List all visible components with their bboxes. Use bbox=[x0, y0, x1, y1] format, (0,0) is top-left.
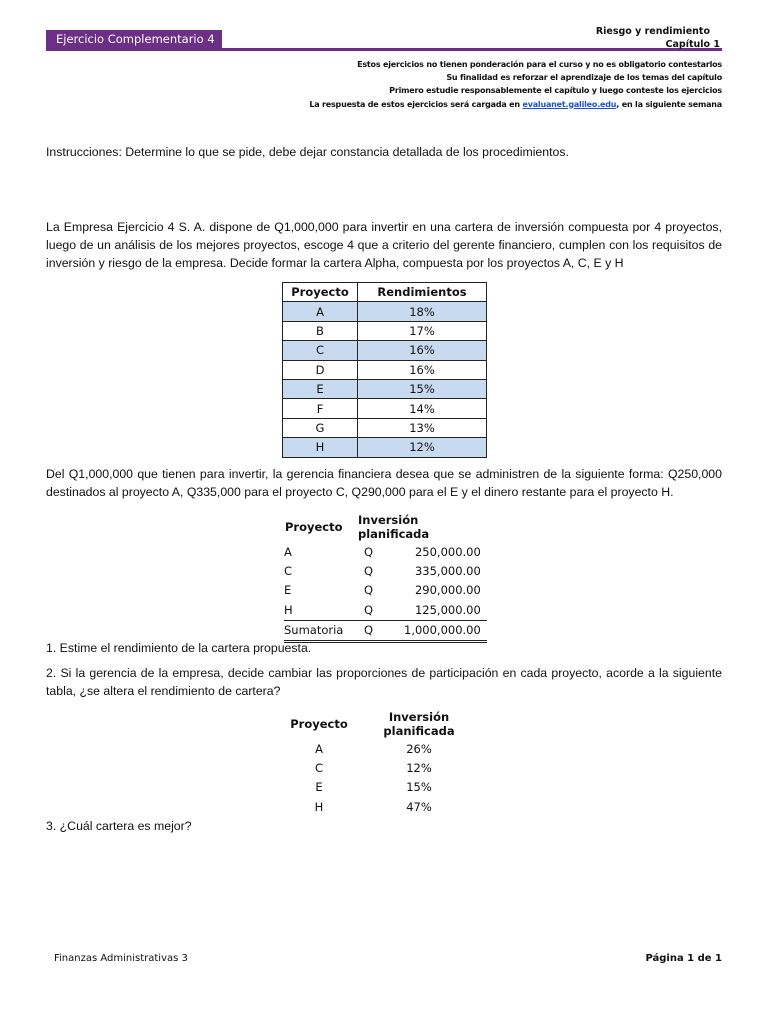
cell-return: 15% bbox=[358, 379, 487, 398]
chapter-label: Capítulo 1 bbox=[665, 39, 720, 50]
table-row bbox=[284, 542, 487, 561]
table-row bbox=[284, 739, 484, 758]
header-notes bbox=[309, 58, 722, 111]
table-row bbox=[283, 399, 487, 418]
cell-project: F bbox=[283, 399, 358, 418]
footer-page-number: Página 1 de 1 bbox=[645, 953, 722, 964]
cell-amount: 335,000.00 bbox=[414, 564, 481, 579]
investment-table bbox=[284, 512, 487, 643]
cell-return: 13% bbox=[358, 418, 487, 437]
cell-project: A bbox=[283, 302, 358, 321]
cell-project: E bbox=[283, 379, 358, 398]
question-3: 3. ¿Cuál cartera es mejor? bbox=[46, 819, 192, 833]
cell-project: C bbox=[314, 761, 324, 776]
investment-header-project: Proyecto bbox=[285, 520, 343, 534]
cell-percent: 47% bbox=[406, 799, 432, 814]
table-row bbox=[284, 758, 484, 777]
proportions-table bbox=[284, 709, 484, 817]
cell-amount: 125,000.00 bbox=[414, 602, 481, 617]
cell-return: 17% bbox=[358, 321, 487, 340]
table-row bbox=[283, 321, 487, 340]
note-line-4-pre: La respuesta de estos ejercicios será cargada en bbox=[309, 99, 523, 109]
allocation-paragraph: Del Q1,000,000 que tienen para invertir, la gerencia financiera desea que se administren de la siguiente forma: Q250,000 destinados al proyecto A, Q335,000 para el proyecto C, Q290,000 para el E y el dinero restante para el proyecto H. bbox=[46, 467, 722, 499]
table-row bbox=[283, 341, 487, 360]
cell-project: E bbox=[315, 780, 323, 795]
returns-header-project: Proyecto bbox=[283, 283, 358, 302]
cell-percent: 12% bbox=[406, 761, 432, 776]
investment-header-amount: Inversión planificada bbox=[358, 513, 430, 541]
table-row bbox=[284, 797, 484, 816]
note-line-4-post: , en la siguiente semana bbox=[616, 99, 722, 109]
footer-course: Finanzas Administrativas 3 bbox=[54, 953, 188, 964]
evaluanet-link[interactable]: evaluanet.galileo.edu bbox=[522, 99, 617, 109]
cell-currency: Q bbox=[364, 602, 374, 617]
question-1: 1. Estime el rendimiento de la cartera propuesta. bbox=[46, 641, 312, 655]
cell-project: B bbox=[283, 321, 358, 340]
returns-header-returns: Rendimientos bbox=[358, 283, 487, 302]
note-line-1: Estos ejercicios no tienen ponderación para el curso y no es obligatorio contestarlos bbox=[357, 60, 722, 69]
table-row bbox=[284, 561, 487, 580]
cell-project: A bbox=[315, 741, 323, 756]
cell-amount: 290,000.00 bbox=[414, 583, 481, 598]
total-label: Sumatoria bbox=[284, 620, 358, 641]
header-right bbox=[596, 25, 720, 51]
cell-return: 16% bbox=[358, 341, 487, 360]
cell-project: H bbox=[284, 602, 293, 617]
returns-table bbox=[282, 282, 487, 458]
table-row bbox=[283, 418, 487, 437]
exercise-badge: Ejercicio Complementario 4 bbox=[46, 30, 222, 48]
cell-percent: 15% bbox=[406, 780, 432, 795]
note-line-4 bbox=[309, 98, 722, 111]
cell-percent: 26% bbox=[406, 741, 432, 756]
table-row bbox=[284, 778, 484, 797]
cell-project: H bbox=[314, 799, 324, 814]
cell-currency: Q bbox=[364, 583, 374, 598]
cell-project: C bbox=[284, 564, 293, 579]
total-currency: Q bbox=[358, 620, 404, 641]
table-row bbox=[283, 379, 487, 398]
cell-project: A bbox=[284, 544, 292, 559]
table-row bbox=[283, 302, 487, 321]
cell-project: D bbox=[283, 360, 358, 379]
total-amount: 1,000,000.00 bbox=[404, 620, 487, 641]
cell-amount: 250,000.00 bbox=[414, 544, 481, 559]
table-row bbox=[283, 438, 487, 457]
topic-title: Riesgo y rendimiento bbox=[595, 26, 710, 37]
cell-project: G bbox=[283, 418, 358, 437]
cell-return: 14% bbox=[358, 399, 487, 418]
cell-currency: Q bbox=[364, 544, 374, 559]
proportions-header-project: Proyecto bbox=[290, 717, 348, 731]
question-2: 2. Si la gerencia de la empresa, decide cambiar las proporciones de participación en cada proyecto, acorde a la siguiente tabla, ¿se altera el rendimiento de cartera? bbox=[46, 666, 722, 698]
table-row bbox=[284, 600, 487, 620]
cell-return: 12% bbox=[358, 438, 487, 457]
intro-paragraph: La Empresa Ejercicio 4 S. A. dispone de Q1,000,000 para invertir en una cartera de inversión compuesta por 4 proyectos, luego de un análisis de los mejores proyectos, escoge 4 que a criterio del gerente financiero, cumplen con los requisitos de inversión y riesgo de la empresa. Decide formar la cartera Alpha, compuesta por los proyectos A, C, E y H bbox=[46, 220, 722, 270]
table-row bbox=[283, 360, 487, 379]
instructions-text: Instrucciones: Determine lo que se pide, debe dejar constancia detallada de los procedimientos. bbox=[46, 145, 569, 159]
proportions-header-amount: Inversión planificada bbox=[383, 710, 455, 738]
note-line-3: Primero estudie responsablemente el capítulo y luego conteste los ejercicios bbox=[389, 86, 722, 96]
cell-project: C bbox=[283, 341, 358, 360]
cell-return: 16% bbox=[358, 360, 487, 379]
cell-project: E bbox=[284, 583, 292, 598]
note-line-2: Su finalidad es reforzar el aprendizaje de los temas del capítulo bbox=[446, 73, 722, 83]
cell-return: 18% bbox=[358, 302, 487, 321]
table-row bbox=[284, 581, 487, 600]
cell-project: H bbox=[283, 438, 358, 457]
cell-currency: Q bbox=[364, 564, 374, 579]
